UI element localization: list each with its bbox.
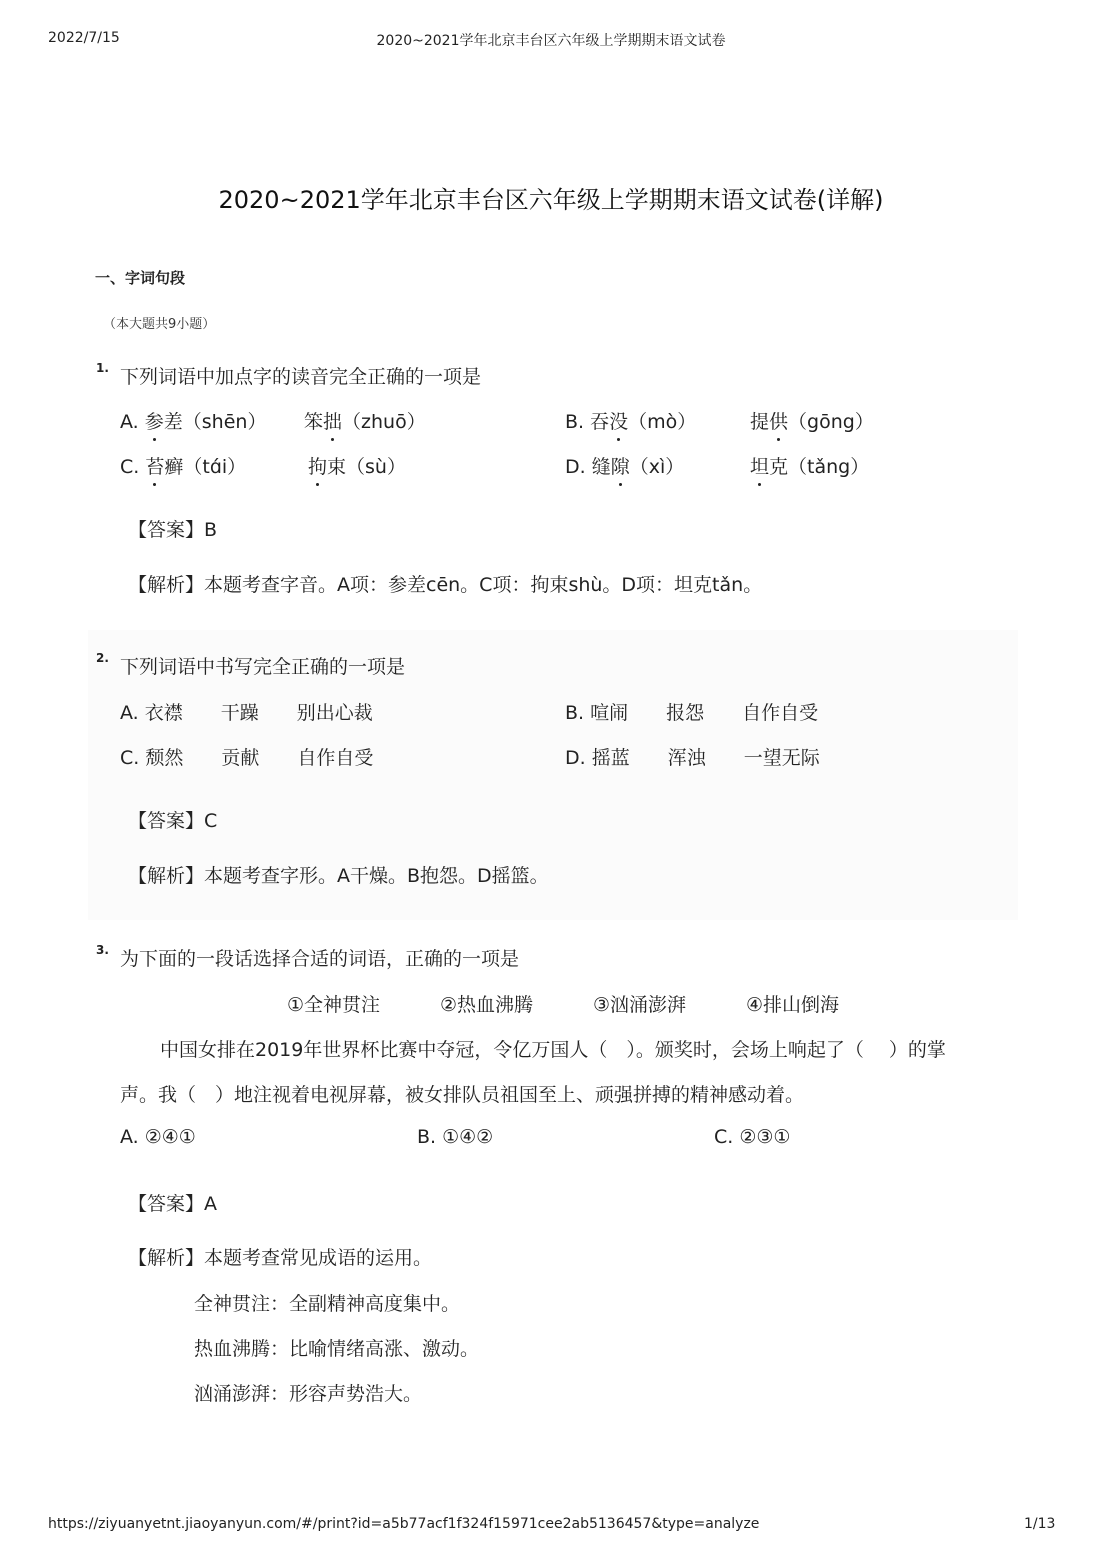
option-d-word-2 xyxy=(750,452,869,479)
option-a[interactable]: A. ②④① xyxy=(120,1126,196,1148)
option-label: A. xyxy=(120,411,145,433)
option-b[interactable]: B. 喧闹 报怨 自作自受 xyxy=(565,702,819,724)
word-text: （xì） xyxy=(629,456,685,478)
dotted-char: 坦 xyxy=(750,456,770,478)
passage-line: 声。我（ ）地注视着电视屏幕，被女排队员祖国至上、顽强拼搏的精神感动着。 xyxy=(120,1084,805,1106)
word-text: （zhuō） xyxy=(342,411,426,433)
word-text: 束（sù） xyxy=(327,456,406,478)
option-b[interactable]: B. ①④② xyxy=(417,1126,494,1148)
option-d[interactable]: D. 摇蓝 浑浊 一望无际 xyxy=(565,747,820,769)
answer: 【答案】B xyxy=(128,519,218,541)
dotted-char: 供 xyxy=(769,411,789,433)
print-header-title: 2020~2021学年北京丰台区六年级上学期期末语文试卷 xyxy=(376,33,726,49)
word-text: （mò） xyxy=(628,411,697,433)
option-label: B. xyxy=(565,411,591,433)
section-heading: 一、字词句段 xyxy=(95,269,186,287)
question-number: 1. xyxy=(96,361,109,375)
word-choice: ③汹涌澎湃 xyxy=(593,994,687,1016)
word-text: 克（tǎng） xyxy=(769,456,870,478)
option-a[interactable]: A. 衣襟 干躁 别出心裁 xyxy=(120,702,373,724)
word-text: 缝 xyxy=(591,456,611,478)
analysis: 【解析】本题考查字形。A干燥。B抱怨。D摇篮。 xyxy=(128,865,549,887)
option-b-word-2 xyxy=(750,407,874,434)
option-a-word-2 xyxy=(304,407,426,434)
answer: 【答案】C xyxy=(128,810,218,832)
dotted-char: 隙 xyxy=(610,456,630,478)
option-d[interactable] xyxy=(565,452,684,479)
explanation-line: 全神贯注：全副精神高度集中。 xyxy=(194,1293,461,1315)
option-c[interactable] xyxy=(120,452,246,479)
word-text: 笨 xyxy=(304,411,324,433)
explanation-line: 热血沸腾：比喻情绪高涨、激动。 xyxy=(194,1338,480,1360)
option-c[interactable]: C. 颓然 贡献 自作自受 xyxy=(120,747,374,769)
option-b[interactable] xyxy=(565,407,696,434)
page-number: 1/13 xyxy=(1024,1516,1056,1532)
word-choice: ①全神贯注 xyxy=(287,994,381,1016)
dotted-char: 苔 xyxy=(145,456,165,478)
question-number: 3. xyxy=(96,943,109,957)
explanation-line: 汹涌澎湃：形容声势浩大。 xyxy=(194,1383,423,1405)
word-choice: ②热血沸腾 xyxy=(440,994,534,1016)
word-text: 癣（tɑ́i） xyxy=(164,456,247,478)
passage-line: 中国女排在2019年世界杯比赛中夺冠，令亿万国人（ ）。颁奖时，会场上响起了（ ）的掌 xyxy=(160,1039,946,1061)
dotted-char: 参 xyxy=(144,411,164,433)
option-c[interactable]: C. ②③① xyxy=(714,1126,791,1148)
option-c-word-2 xyxy=(308,452,406,479)
word-text: 差（shēn） xyxy=(163,411,267,433)
section-note: （本大题共9小题） xyxy=(103,317,216,332)
dotted-char: 拘 xyxy=(308,456,328,478)
word-text: （gōng） xyxy=(788,411,874,433)
question-stem: 为下面的一段话选择合适的词语，正确的一项是 xyxy=(120,948,520,970)
analysis: 【解析】本题考查字音。A项：参差cēn。C项：拘束shù。D项：坦克tǎn。 xyxy=(128,574,763,596)
option-label: D. xyxy=(565,456,592,478)
dotted-char: 拙 xyxy=(323,411,343,433)
answer: 【答案】A xyxy=(128,1193,217,1215)
word-text: 提 xyxy=(750,411,770,433)
option-label: C. xyxy=(120,456,146,478)
word-choice: ④排山倒海 xyxy=(746,994,840,1016)
question-number: 2. xyxy=(96,651,109,665)
question-stem: 下列词语中书写完全正确的一项是 xyxy=(120,656,406,678)
print-date: 2022/7/15 xyxy=(48,30,120,46)
analysis: 【解析】本题考查常见成语的运用。 xyxy=(128,1247,433,1269)
word-text: 吞 xyxy=(590,411,610,433)
page-title: 2020~2021学年北京丰台区六年级上学期期末语文试卷(详解) xyxy=(218,186,884,214)
print-url: https://ziyuanyetnt.jiaoyanyun.com/#/print?id=a5b77acf1f324f15971cee2ab5136457&type=analyze xyxy=(48,1516,760,1532)
dotted-char: 没 xyxy=(609,411,629,433)
question-stem: 下列词语中加点字的读音完全正确的一项是 xyxy=(120,366,482,388)
option-a[interactable] xyxy=(120,407,266,434)
